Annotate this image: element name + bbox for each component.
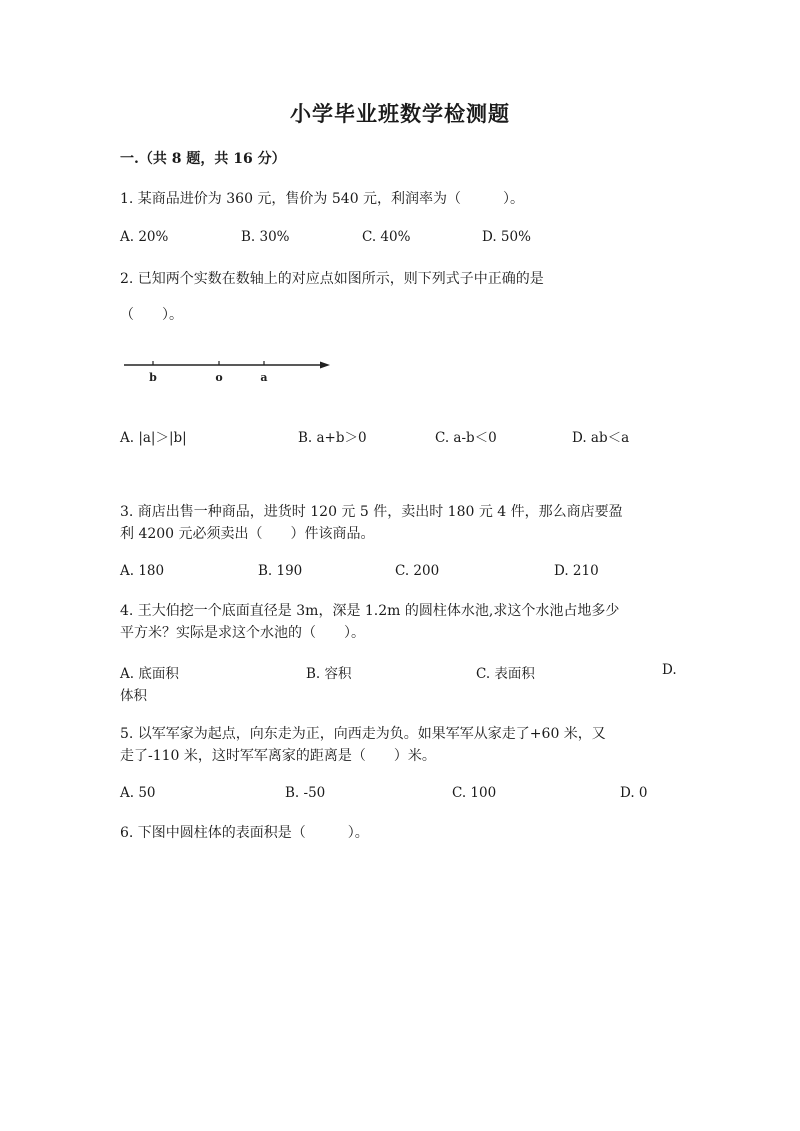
- q4-option-a: A. 底面积: [120, 666, 179, 682]
- q4-option-d-wrap: 体积: [120, 688, 147, 704]
- question-3-text-line2: 利 4200 元必须卖出（ ）件该商品。: [120, 526, 375, 542]
- number-line-arrow-icon: [320, 362, 330, 369]
- q1-option-c: C. 40%: [362, 229, 411, 245]
- q3-option-b: B. 190: [258, 563, 303, 579]
- question-4-text-line2: 平方米？实际是求这个水池的（ ）。: [120, 625, 365, 641]
- label-b: b: [149, 371, 157, 384]
- q4-option-c: C. 表面积: [476, 666, 535, 682]
- page-title: 小学毕业班数学检测题: [290, 101, 510, 126]
- section-heading: 一.（共 8 题，共 16 分）: [120, 151, 286, 167]
- question-6-text: 6. 下图中圆柱体的表面积是（ ）。: [120, 825, 369, 841]
- q3-option-c: C. 200: [395, 563, 440, 579]
- question-5-text-line1: 5. 以军军家为起点，向东走为正，向西走为负。如果军军从家走了+60 米，又: [120, 726, 606, 742]
- q2-option-a: A. |a|＞|b|: [120, 430, 187, 446]
- q4-option-b: B. 容积: [306, 666, 352, 682]
- q1-option-d: D. 50%: [482, 229, 531, 245]
- q2-option-d: D. ab＜a: [572, 430, 630, 446]
- question-1-text: 1. 某商品进价为 360 元，售价为 540 元，利润率为（ ）。: [120, 191, 525, 207]
- q5-option-b: B. -50: [285, 785, 326, 801]
- question-2-text-line1: 2. 已知两个实数在数轴上的对应点如图所示，则下列式子中正确的是: [120, 271, 544, 287]
- q5-option-c: C. 100: [452, 785, 497, 801]
- q3-option-d: D. 210: [554, 563, 599, 579]
- label-o: o: [215, 371, 223, 384]
- q1-option-a: A. 20%: [120, 229, 169, 245]
- label-a: a: [260, 371, 268, 384]
- q2-option-b: B. a+b＞0: [298, 430, 367, 446]
- q5-option-a: A. 50: [120, 785, 156, 801]
- q4-option-d: D.: [662, 662, 677, 678]
- q1-option-b: B. 30%: [241, 229, 290, 245]
- question-5-text-line2: 走了-110 米，这时军军离家的距离是（ ）米。: [120, 748, 436, 764]
- q2-option-c: C. a-b＜0: [435, 430, 497, 446]
- q5-option-d: D. 0: [620, 785, 648, 801]
- question-2-text-line2: （ ）。: [120, 307, 183, 323]
- q3-option-a: A. 180: [120, 563, 165, 579]
- question-3-text-line1: 3. 商店出售一种商品，进货时 120 元 5 件，卖出时 180 元 4 件，那么商店要盈: [120, 504, 623, 520]
- number-line-figure: [122, 356, 334, 386]
- question-4-text-line1: 4. 王大伯挖一个底面直径是 3m，深是 1.2m 的圆柱体水池,求这个水池占地多少: [120, 603, 620, 619]
